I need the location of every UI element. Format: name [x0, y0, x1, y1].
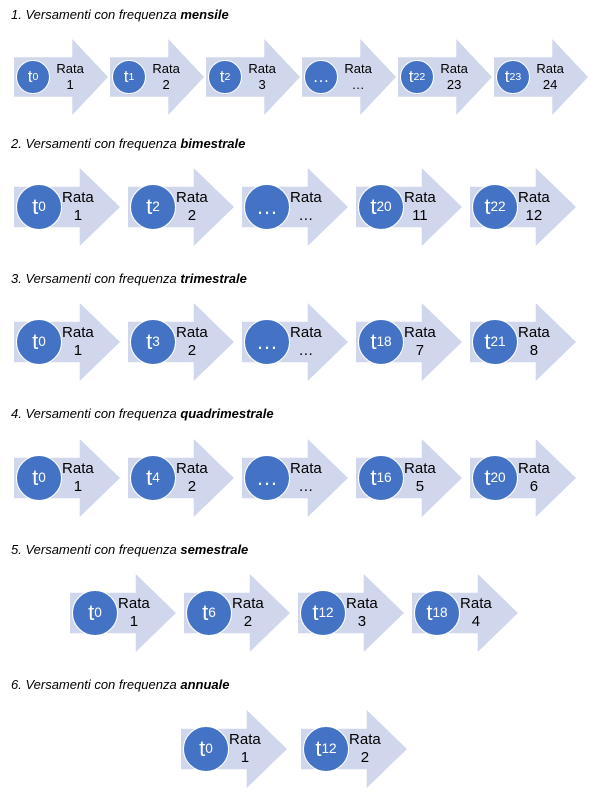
time-circle: t 18 [358, 319, 404, 365]
installment-step [70, 574, 176, 652]
installment-label-text: Rata [62, 460, 94, 477]
time-symbol: t [32, 194, 39, 219]
section-title-keyword: mensile [180, 7, 229, 22]
installment-number: 4 [471, 613, 481, 630]
installment-label-text: Rata [62, 324, 94, 341]
time-circle: t 22 [400, 60, 434, 94]
time-symbol: t [312, 600, 319, 625]
installment-label-text: Rata [152, 61, 180, 77]
installment-step [181, 710, 287, 788]
installment-number: 1 [129, 613, 139, 630]
section-title [11, 136, 245, 151]
installment-step [242, 168, 348, 246]
installment-label [404, 324, 436, 360]
time-symbol: t [484, 465, 491, 490]
installment-step [14, 168, 120, 246]
installment-number: 1 [73, 342, 83, 359]
installment-step [128, 168, 234, 246]
installment-label [176, 460, 208, 496]
section-title-keyword: quadrimestrale [180, 406, 274, 421]
installment-label [534, 61, 566, 92]
installment-number: 1 [73, 478, 83, 495]
time-circle [244, 455, 290, 501]
installment-label-text: Rata [536, 61, 564, 77]
time-circle: t 0 [72, 590, 118, 636]
installment-label-text: Rata [518, 324, 550, 341]
time-circle: t 0 [16, 455, 62, 501]
installment-step [128, 439, 234, 517]
time-circle: t 21 [472, 319, 518, 365]
time-symbol: t [146, 329, 153, 354]
installment-step [302, 39, 396, 115]
installment-label-text: Rata [118, 595, 150, 612]
time-circle: t 1 [112, 60, 146, 94]
installment-label-text: Rata [229, 731, 261, 748]
installment-step [470, 168, 576, 246]
installment-label-text: Rata [232, 595, 264, 612]
installment-label-text: Rata [349, 731, 381, 748]
installment-label-text: Rata [290, 460, 322, 477]
installment-step [356, 168, 462, 246]
time-symbol: … [312, 67, 330, 86]
time-circle: t 16 [358, 455, 404, 501]
installment-label [518, 324, 550, 360]
time-symbol: t [370, 329, 377, 354]
time-circle [244, 184, 290, 230]
time-symbol: t [123, 67, 129, 86]
installment-step [412, 574, 518, 652]
installment-label-text: Rata [176, 324, 208, 341]
installment-label [518, 189, 550, 225]
installment-number: 2 [187, 342, 197, 359]
installment-label [346, 595, 378, 631]
installment-label [349, 731, 381, 767]
installment-step [110, 39, 204, 115]
section-title [11, 406, 274, 421]
installment-step [301, 710, 407, 788]
time-symbol: t [27, 67, 33, 86]
installment-number: 1 [66, 76, 74, 92]
installment-number: 2 [162, 76, 170, 92]
time-circle: t 20 [358, 184, 404, 230]
section-title [11, 542, 248, 557]
section-title-prefix: 5. Versamenti con frequenza [11, 542, 181, 557]
section-title-prefix: 6. Versamenti con frequenza [11, 677, 181, 692]
section-title-keyword: semestrale [180, 542, 249, 557]
installment-label [150, 61, 182, 92]
installment-step [356, 303, 462, 381]
installment-label [404, 460, 436, 496]
installment-step [14, 439, 120, 517]
installment-number: 7 [415, 342, 425, 359]
installment-step [470, 303, 576, 381]
time-symbol: t [370, 194, 377, 219]
installment-label [232, 595, 264, 631]
installment-label-text: Rata [62, 189, 94, 206]
installment-number: 2 [187, 478, 197, 495]
time-symbol: t [146, 465, 153, 490]
section-title-prefix: 1. Versamenti con frequenza [11, 7, 181, 22]
installment-number: 6 [529, 478, 539, 495]
installment-label-text: Rata [404, 460, 436, 477]
installment-number: 2 [360, 749, 370, 766]
installment-step [128, 303, 234, 381]
installment-number: 1 [240, 749, 250, 766]
installment-label-text: Rata [518, 189, 550, 206]
installment-label-text: Rata [518, 460, 550, 477]
installment-number: 2 [187, 207, 197, 224]
installment-label [62, 189, 94, 225]
time-circle: t 23 [496, 60, 530, 94]
time-symbol: … [256, 194, 278, 219]
time-symbol: t [484, 194, 491, 219]
installment-step [470, 439, 576, 517]
installment-label [176, 189, 208, 225]
time-symbol: … [256, 465, 278, 490]
installment-label [176, 324, 208, 360]
time-circle: t 12 [300, 590, 346, 636]
installment-step [398, 39, 492, 115]
time-symbol: t [315, 736, 322, 761]
time-symbol: t [199, 736, 206, 761]
time-symbol: … [256, 329, 278, 354]
section-title [11, 271, 247, 286]
installment-label [290, 324, 322, 360]
time-symbol: t [32, 329, 39, 354]
time-symbol: t [202, 600, 209, 625]
installment-step [184, 574, 290, 652]
time-circle: t 4 [130, 455, 176, 501]
section-title-prefix: 4. Versamenti con frequenza [11, 406, 181, 421]
installment-number: 11 [412, 207, 428, 224]
installment-number: 8 [529, 342, 539, 359]
section-title-keyword: trimestrale [180, 271, 247, 286]
installment-label [246, 61, 278, 92]
time-circle: t 6 [186, 590, 232, 636]
time-symbol: t [426, 600, 433, 625]
time-symbol: t [32, 465, 39, 490]
installment-label [62, 460, 94, 496]
installment-label-text: Rata [460, 595, 492, 612]
section-title-prefix: 3. Versamenti con frequenza [11, 271, 181, 286]
time-symbol: t [88, 600, 95, 625]
installment-number: … [298, 478, 314, 495]
installment-number: 1 [73, 207, 83, 224]
time-circle: t 22 [472, 184, 518, 230]
installment-number: 2 [243, 613, 253, 630]
installment-label-text: Rata [176, 460, 208, 477]
installment-label-text: Rata [176, 189, 208, 206]
installment-label-text: Rata [290, 324, 322, 341]
time-symbol: t [146, 194, 153, 219]
installment-label-text: Rata [290, 189, 322, 206]
installment-number: … [298, 207, 314, 224]
time-circle: t 0 [16, 60, 50, 94]
installment-number: 5 [415, 478, 425, 495]
installment-label-text: Rata [248, 61, 276, 77]
installment-label-text: Rata [404, 324, 436, 341]
time-symbol: t [504, 67, 510, 86]
time-circle: t 0 [16, 184, 62, 230]
installment-label-text: Rata [404, 189, 436, 206]
installment-step [14, 303, 120, 381]
installment-number: 12 [525, 207, 543, 224]
time-circle: t 2 [130, 184, 176, 230]
section-title-prefix: 2. Versamenti con frequenza [11, 136, 181, 151]
section-title-keyword: bimestrale [180, 136, 246, 151]
installment-label-text: Rata [56, 61, 84, 77]
installment-label [518, 460, 550, 496]
time-circle: t 20 [472, 455, 518, 501]
section-title-keyword: annuale [180, 677, 230, 692]
installment-label [290, 189, 322, 225]
installment-step [494, 39, 588, 115]
installment-number: … [298, 342, 314, 359]
installment-step [242, 303, 348, 381]
installment-step [298, 574, 404, 652]
time-symbol: t [484, 329, 491, 354]
installment-number: … [351, 76, 365, 92]
installment-label [62, 324, 94, 360]
installment-label [229, 731, 261, 767]
time-circle [304, 60, 338, 94]
installment-number: 23 [446, 76, 462, 92]
time-symbol: t [370, 465, 377, 490]
section-title [11, 677, 229, 692]
time-symbol: t [219, 67, 225, 86]
installment-label [460, 595, 492, 631]
installment-step [206, 39, 300, 115]
time-circle: t 0 [183, 726, 229, 772]
time-circle: t 2 [208, 60, 242, 94]
installment-label-text: Rata [346, 595, 378, 612]
installment-label [54, 61, 86, 92]
installment-label-text: Rata [440, 61, 468, 77]
time-circle: t 18 [414, 590, 460, 636]
time-circle: t 3 [130, 319, 176, 365]
installment-label [404, 189, 436, 225]
installment-label [438, 61, 470, 92]
installment-label [342, 61, 374, 92]
installment-step [356, 439, 462, 517]
installment-number: 3 [357, 613, 367, 630]
time-circle: t 0 [16, 319, 62, 365]
installment-label [290, 460, 322, 496]
installment-label [118, 595, 150, 631]
installment-step [14, 39, 108, 115]
time-symbol: t [408, 67, 414, 86]
time-circle: t 12 [303, 726, 349, 772]
installment-step [242, 439, 348, 517]
time-circle [244, 319, 290, 365]
installment-number: 24 [542, 76, 558, 92]
installment-number: 3 [258, 76, 266, 92]
section-title [11, 7, 229, 22]
installment-label-text: Rata [344, 61, 372, 77]
